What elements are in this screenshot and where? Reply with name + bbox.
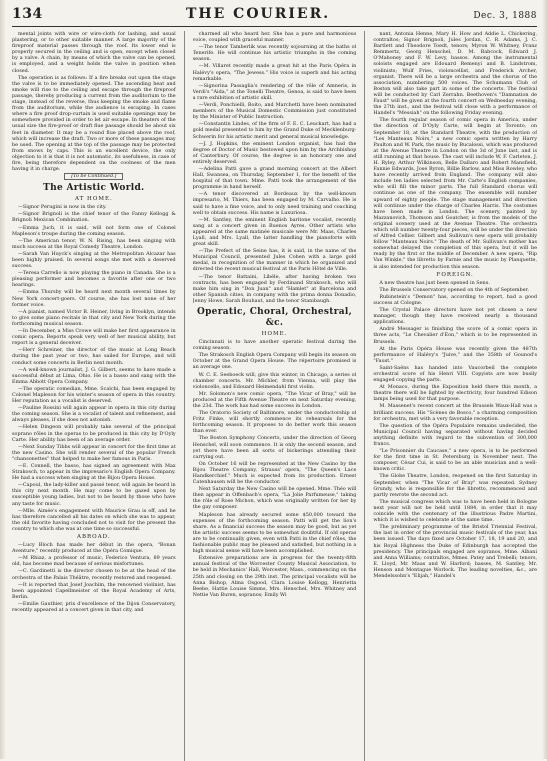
news-item: —Emilie Gauthier, prix d'excellence of the Dijon Conservatory, recently appeared at a concert given in that city, and <box>12 600 176 613</box>
header-rule <box>12 26 537 27</box>
column-divider <box>364 31 365 761</box>
news-item: Rubinstein's "Demon" has, according to report, had a good success at Cologne. <box>373 293 537 306</box>
header-date: Dec. 3, 1888 <box>473 11 537 21</box>
news-item: —Signor Brignoli is the chief tenor of the Fanny Kellogg & Brignoli Mexican Combination. <box>12 211 176 224</box>
masthead-title: THE COURIER. <box>185 6 331 22</box>
news-item: —The Prefect of the Seine has, it is said, in the name of the Municipal Council, presented Jules Cohen with a large gold medal, in recognition of the manner in which he organized and directed the recent musical festival at the Paris Hôtel de Ville. <box>192 248 357 273</box>
news-item: charmed all who heard her. She has a pure and harmonious voice, coupled with graceful manner. <box>192 31 357 44</box>
continued-note-text: [To be Continued.] <box>64 173 123 180</box>
news-item: —Verdi, Ponchielli, Boito, and Marchetti have been nominated members of the Musical Domestic Commission just constituted by the Minister of Public Instruction. <box>192 102 357 121</box>
news-item: —The operatic comedian, Mme. Scalchi, has been engaged by Colonel Mapleson for his winter's season of opera in this country. Her reputation as a vocalist is deserved. <box>12 385 176 405</box>
news-item: nant, Antonia Henne, Mary H. How and Addie L. Chickering, contraltos; Signor Brignoli, Jules Jordan, C. R. Adams, J. C. Bartlett and Theodore Toedt, tenors; Myron W. Whitney, Franz Remmertz, Georg Henschel, D. M. Babcock, Edward J. O'Mahoney and F. W. Levy, bassos. Among the instrumental soloists engaged are Edouard Remenyi and B. Lindstrom, violinists; Wulf Fries, violoncellist, and Frederick Archer, organist. There will be a large orchestra and the chorus of the association, numbering 500 voices. The Schumann Club of Boston will also take part in some of the concerts. The festival will be conducted by Carl Zerrahn. Beethoven's "Damnation de Faust" will be given at the fourth concert on Wednesday evening, the 27th inst., and the festival will close with a performance of Handel's "Messiah" on the following Friday evening. <box>373 31 537 117</box>
news-item: Saint-Saëns has handed into Vaucorbeil the complete orchestral score of his Henri VIII. Copyists are now busily engaged copying the parts. <box>373 364 537 384</box>
subsection-heading: HOME. <box>261 331 288 338</box>
news-item: —A pianist, named Victor B. Heiner, living in Brooklyn, intends to give some piano recitals in that city and New York during the forthcoming musical season. <box>12 308 176 327</box>
column-1 <box>12 31 176 761</box>
news-item: —C. Gardinetti is the director chosen to be at the head of the orchestra of the Palais Théâtre, recently restored and reopened. <box>12 568 176 581</box>
subsection-heading: AT HOME. <box>74 196 113 203</box>
news-item: —Lucy Bloch has made her début in the opera, "Bonan Aventure," recently produced at the Opéra Comique. <box>12 542 176 555</box>
news-item: "Le Prisonnier du Caucase," a new opera, is to be performed for the first time in St. Petersburg in November next. The composer, César Cui, is said to be an able musician and a well-known critic. <box>373 448 537 473</box>
article-paragraph: The operation is as follows: If a fire breaks out upon the stage the valve is to be immediately opened. The ascending heat and smoke will rise to the ceiling and escape through the fireproof passage, thereby producing a current from the auditorium to the stage, instead of the reverse, thus keeping the smoke and flame from the auditorium, while the audience is escaping. In cases where a fire proof drop-curtain is used suitable openings may be somewhere provided in order to let air escape. In theaters of the usual size the fire-proof or draft flue passage should be about six feet in diameter. It may be a round flue placed above the roof, which will increase the draft. Two or more of these passages may be used. The opening at the top of the passage may be protected from snows by caps. This is an excellent device, the only objection to it is that it is not automatic, its usefulness, in case of fire, being therefore dependent on the coolness of the men having it in charge. <box>12 74 176 173</box>
news-item: The Oratorio Society of Baltimore, under the conductorship of Fritz Finke, will shortly commence its rehearsals for the forthcoming season. It proposes to do better work this season than ever. <box>192 410 357 435</box>
section-heading: Operatic, Choral, Orchestral, &c. <box>196 307 353 329</box>
news-item: The Strakosch English Opera Company will begin its season on October at the Grand Opera House. The répertoire promised is an average one. <box>192 352 357 371</box>
news-item: —Emma Juch, it is said, will not form one of Colonel Mapleson's troupe during the coming season. <box>12 224 176 237</box>
news-item: At Monaco, during the Exposition held there this month, a theatre there will be lighted by electricity, four hundred Edison lamps being used for that purpose. <box>373 384 537 403</box>
news-item: Next Saturday the New Casino will be opened. Mme. Théo will then appear in Offenbach's opera, "La Jolie Parfumeuse," taking the rôle of Rose Michon, which was originally written for her by the gay composer. <box>192 486 357 511</box>
news-item: Cincinnati is to have another operatic festival during the coming season. <box>192 339 357 352</box>
article-paragraph: mental joints with wire or wire-cloth for lashing, and usual plastering, or to other suitable manner. A large majority of the fireproof material passes through the roof. Its lower end is properly secured in the ceiling and is open, except when closed by a valve. A chain, by means of which the valve can be opened, is employed, and a weight holds the valve in position when closed. <box>12 31 176 74</box>
news-item: Mr. Solomon's new comic opera, "The Vicar of Bray," will be produced at the Fifth Avenue Theatre on next Saturday evening, the 23d. The work has had some success in London. <box>192 390 357 409</box>
news-item: The Boston Symphony Concerts, under the direction of Georg Henschel, will soon commence. It is only the second season, and yet there have been all sorts of bickerings attending their carrying out. <box>192 435 357 460</box>
news-item: —Signor Perugini is now in the city. <box>18 204 107 211</box>
text-columns <box>12 31 537 761</box>
news-item: —Capoul, the lady-killer and passé tenor, will again be heard in this city next month. He may come to be gazed upon by susceptible young ladies, but not to be heard by those who have any taste for music. <box>12 482 176 507</box>
news-item: A new theatre has just been opened in Sens. <box>379 279 490 286</box>
section-heading: The Artistic World. <box>43 183 145 194</box>
page-edge-shadow <box>0 0 6 759</box>
news-item: —A well-known journalist, J. G. Gilbert, seems to have made a successful début at Lima, Ohio. He is a basso and sang with the Emma Abbott Opera Company. <box>12 366 176 385</box>
news-item: The preliminary programme of the Bristol Triennial Festival, the last in order of the provincial music festivals of the year, has been issued. The days fixed are October 17, 18, 19 and 20, and his Royal Highness the Duke of Edinburgh has accepted the presidency. The principals engaged are sopranos, Mme. Albani and Anna Williams; contraltos, Mmes. Patey and Trebelli; tenors, E. Lloyd, Mr. Maas and W. Harford; basses, M. Santley, Mr. Henson and Montague Worlock. The leading novelties, &c., are Mendelssohn's "Elijah," Handel's <box>373 524 537 579</box>
news-item: —J. J. Hopkins, the eminent London organist, has had the degree of Doctor of Music bestowed upon him by the Archbishop of Canterbury. Of course, the degree is an honorary one and entirely deserved. <box>192 140 357 165</box>
news-item: —The American tenor, W. N. Rising, has been singing with much success at the Royal Comedy Theatre, London. <box>12 237 176 250</box>
news-item: —Teresa Carreño is now playing the piano in Canada. She is a pleasing performer and becomes a favorite after one or two hearings. <box>12 270 176 289</box>
news-item: The question of the Opéra Populaire remains undecided, the Municipal Council having separated without having decided anything definite with regard to the subvention of 300,000 francs. <box>373 422 537 447</box>
news-item: Extensive preparations are in progress for the twenty-fifth annual festival of the Worcester County Musical Association, to be held in Mechanics' Hall, Worcester, Mass., commencing on the 25th and closing on the 29th inst. The principal vocalists will be Anna Bishop, Alma Osgood, Clara Louise Kellogg, Henrietta Beebe, Hattie Louise Simms, Mrs. Henschel, Mrs. Whitney and Nettie Van Buren, sopranos; Emily Wi <box>192 555 357 598</box>
news-item: The Crystal Palace directors have not yet chosen a new manager, though they have received nearly a thousand applications. <box>373 307 537 326</box>
continued-note <box>12 174 176 180</box>
news-item: On October 16 will be represented at the New Casino by the Bijou Theatre Company, Strauss' opera, "The Queen's Lace Handkerchief." Much is expected from its production. Ernest Catenhausen will be the conductor. <box>192 460 357 486</box>
news-item: —M Rhiaz, a professor of music, Federico Ventura, 89 years old, has become mad because of serious misfortunes. <box>12 555 176 568</box>
news-item: —Emma Thursby will be heard next month several times by New York concert-goers. Of course, she has lost none of her former voice. <box>12 289 176 308</box>
news-item: W. C. E. Seeboeck will, give this winter, in Chicago, a series of chamber concerts. Mr. Michler, from Vienna, will play the violoncello, and Edouard Heimendahl first violin. <box>192 371 357 390</box>
news-item: —A tenor discovered at Bordeaux by the well-known impresario, M. Thiers, has been engaged by M. Carvalho. He is said to have a fine voice, and to only need training and coaching well to obtain success. His name is Luxuriosa. <box>192 191 357 216</box>
news-item: The Globe Theatre, London, reopened on the first Saturday in September, when "The Vicar of Bray" was repeated. Sydney Grundy, who is responsible for the libretto, recommenced and partly rewrote the second act. <box>373 473 537 498</box>
page-header <box>12 6 537 24</box>
news-item: —Pauline Rossini will again appear in opera in this city during the coming season. She is a vocalist of talent and refinement, and always pleases, if she does not astonish. <box>12 405 176 424</box>
news-item: The Brussels Conservatory opened on the 4th of September. <box>379 286 529 293</box>
news-item: —The tenor Tamberlik was recently sojourning at the baths of Tenerife. He will continue his artistic triumphs in the coming season. <box>192 44 357 63</box>
news-item: —Herr Schreiner, the director of the music at Long Beach during the past year or two, has sailed for Europe, and will conduct some concerts in Berlin next month. <box>12 347 176 366</box>
news-item: —The tenor Battaini, Libéle, after having broken two contracts, has been engaged by Ferdinand Strakosch, who will make him sing in "Don Juan" and "Hamlet" at Barcelona and other Spanish cities, in company with the prima donna Donadio, Jenny Howe, Sarah Bouhaut, and the tenor Stanibaugh. <box>192 273 357 304</box>
news-item: —In December, a Miss Crowe will make her first appearance in comic opera. Reports speak very well of her musical ability, but report is a general deceiver. <box>12 328 176 347</box>
news-item: —Sarah Van Huyck's singing at the Metropolitan Alcazar has been highly praised. In several songs she met with a deserved success. <box>12 250 176 270</box>
news-item: At the Paris Opéra House was recently given the 487th performance of Halévy's "Juive," and the 358th of Gounod's "Faust." <box>373 345 537 364</box>
column-3 <box>373 31 537 761</box>
news-item: —E. Connell, the basso, has signed an agreement with Max Strakosch, to appear in the impresario's English Opera Company. He had a success when singing at the Bijou Opera House. <box>12 463 176 482</box>
news-item: —M. Villaret recently made a great hit at the Paris Opéra in Halévy's opera, "The Jewess." His voice is superb and his acting remarkable. <box>192 63 357 82</box>
page-edge-shadow-right <box>542 0 547 759</box>
news-item: —Helen Dingeon will probably take several of the principal soprano rôles in the operas to be produced in this city by D'Oyly Carte. Her ability has been of an average order. <box>12 424 176 443</box>
news-item: The musical congress which was to have been held in Bologne next year will not be held until 1884, in order that it may coincide with the centenary of the illustrious Padre Martini, which it is wished to celebrate at the same time. <box>373 498 537 524</box>
page-number: 134 <box>12 6 43 22</box>
column-divider <box>184 31 185 761</box>
news-item: —Next Sunday Tibbs will appear in concert for the first time at the new Casino. She will render several of the popular French "chansonettes" that helped to make her famous in Paris. <box>12 443 176 462</box>
news-item: Mapleson has already secured some $50,000 toward the expenses of the forthcoming season. Patti will get the lion's share. As a financial success the season may be good, but as yet the artistic success seems to be somewhat doubtful. If old operas are to be continually given, even with Patti in the chief rôles, the fashionable public may be pleased and satisfied, but nothing in a high musical sense will have been accomplished. <box>192 511 357 555</box>
news-item: —Constantin Lindes, of the firm of F. E. C. Leuckart, has had a gold medal presented to him by the Grand Duke of Mecklenburg-Schwerin for his artistic merit and general musical knowledge. <box>192 121 357 140</box>
news-item: The fourth regular season of comic opera in America, under the direction of D'Oyly Carte, will begin at Toronto, on September 18, at the Standard Theatre, with the production of "Les Manteaux Noirs," a new comic opera written by Harry Paulton and W. Park, the music by Bucalossi, which was produced at the Avenue Theatre in London on the 3d of June last, and is still running at that house. The cast will include W. F. Carleton, J. H. Ryley, Arthur Wilkinson, Belle Dallaro and Robert Mansfield, Fannie Edwards, Jose Byron, Billie Barlow, and Miss Rowley, who have recently arrived from England. The company will also include ten ladies selected from Mr. Carte's English companies, who will fill the minor parts. The full Standard chorus will continue as one of the company. The ensemble will number upward of eighty people. The stage management and direction will continue under the charge of Charles Harris. The costumes have been made in London. The scenery, painted by Mazzanovich, Thomson and Goatcher, is from the models of the original scenery used at the Avenue Theatre. The orchestra which will number twenty-four pieces, will be under the direction of Alfred Cellier. Gilbert and Sullivan's new opera will probably follow "Manteaux Noirs." The death of Mr. Sullivan's mother has somewhat delayed the completion of this opera, but it will be ready by the first or the middle of December. A new opera, "Rip Van Winkle," the libretto by Farnie and the music by Planquette, is also intended for production this season. <box>373 117 537 270</box>
column-2 <box>193 31 357 761</box>
news-item: —Adelina Patti gave a grand morning concert at the Albert Hall, Swansea, on Thursday, September 1, for the benefit of the hospital of that town. Mme. Patti took the arrangement of the programme in hand herself. <box>192 165 357 191</box>
news-item: —M. Santley, the eminent English baritone vocalist, recently sang at a concert given in Buenos Ayres. Other artists who appeared at the same matinée musicale were Mr. Maas, Charles Lyall, and Mrs. Lyall, the latter handling the pianoforte with great skill. <box>192 216 357 248</box>
news-item: André Messager is finishing the score of a comic opera in three acts, "Le Chevalier d'Éon," which is to be represented in Brussels. <box>373 326 537 345</box>
news-item: —Mlle. Aimée's engagement with Maurice Grau is off, and he has therefore cancelled all his dates on which she was to appear, the old favorite having concluded not to visit for the present the country to which she was at one time so successful. <box>12 507 176 532</box>
subsection-heading: FOREIGN. <box>436 271 474 278</box>
subsection-heading: ABROAD. <box>77 534 111 541</box>
news-item: —Signorina Passaglia's rendering of the rôle of Amneris, in Verdi's "Aida," at the Tonelli Theatre, Genoa, is said to have been a rare exhibition of artistic skill. <box>192 82 357 101</box>
news-item: —It is reported that Josef Joachim, the renowned violinist, has been appointed Capellmeister of the Royal Academy of Arts, Berlin. <box>12 581 176 600</box>
news-item: M. Massenet's recent concert at the Brussels Waux-Hall was a brilliant success. His "Scènes de Bosco," a charming composition for orchestra, met with a very favorable reception. <box>373 403 537 422</box>
